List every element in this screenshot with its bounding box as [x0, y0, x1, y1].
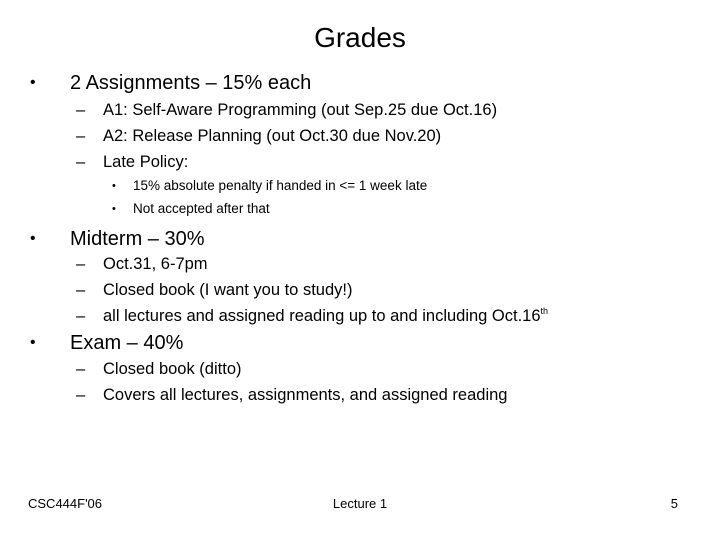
- dash-icon: –: [76, 386, 86, 404]
- bullet-icon: •: [112, 203, 116, 215]
- footer-course: CSC444F'06: [28, 496, 103, 511]
- dash-icon: –: [76, 360, 86, 378]
- ordinal-suffix: th: [540, 306, 549, 316]
- list-item-main-text: all lectures and assigned reading up to and including Oct.16: [103, 307, 541, 325]
- list-item-text: Closed book (I want you to study!): [103, 281, 353, 299]
- bullet-icon: •: [30, 334, 36, 351]
- bullet-icon: •: [30, 74, 36, 91]
- dash-icon: –: [76, 127, 86, 145]
- list-item-text: Oct.31, 6-7pm: [103, 255, 208, 273]
- dash-icon: –: [76, 281, 86, 299]
- sub-list-item-text: 15% absolute penalty if handed in <= 1 week late: [133, 178, 428, 193]
- list-item-text: [103, 305, 548, 327]
- list-item-text: Closed book (ditto): [103, 360, 242, 378]
- bullet-icon: •: [112, 180, 116, 192]
- list-item-text: Late Policy:: [103, 153, 189, 171]
- bullet-icon: •: [30, 230, 36, 247]
- dash-icon: –: [76, 153, 86, 171]
- dash-icon: –: [76, 307, 86, 325]
- footer-lecture: Lecture 1: [332, 496, 388, 511]
- section-label: Midterm – 30%: [70, 228, 205, 250]
- list-item-text: Covers all lectures, assignments, and assigned reading: [103, 386, 508, 404]
- sub-list-item-text: Not accepted after that: [133, 201, 270, 216]
- dash-icon: –: [76, 101, 86, 119]
- dash-icon: –: [76, 255, 86, 273]
- footer-page-number: 5: [670, 496, 678, 511]
- slide-title: Grades: [314, 22, 406, 53]
- list-item-text: A2: Release Planning (out Oct.30 due Nov.20): [103, 127, 442, 145]
- section-label: Exam – 40%: [70, 332, 184, 354]
- section-label: 2 Assignments – 15% each: [70, 72, 312, 94]
- list-item-text: A1: Self-Aware Programming (out Sep.25 due Oct.16): [103, 101, 498, 119]
